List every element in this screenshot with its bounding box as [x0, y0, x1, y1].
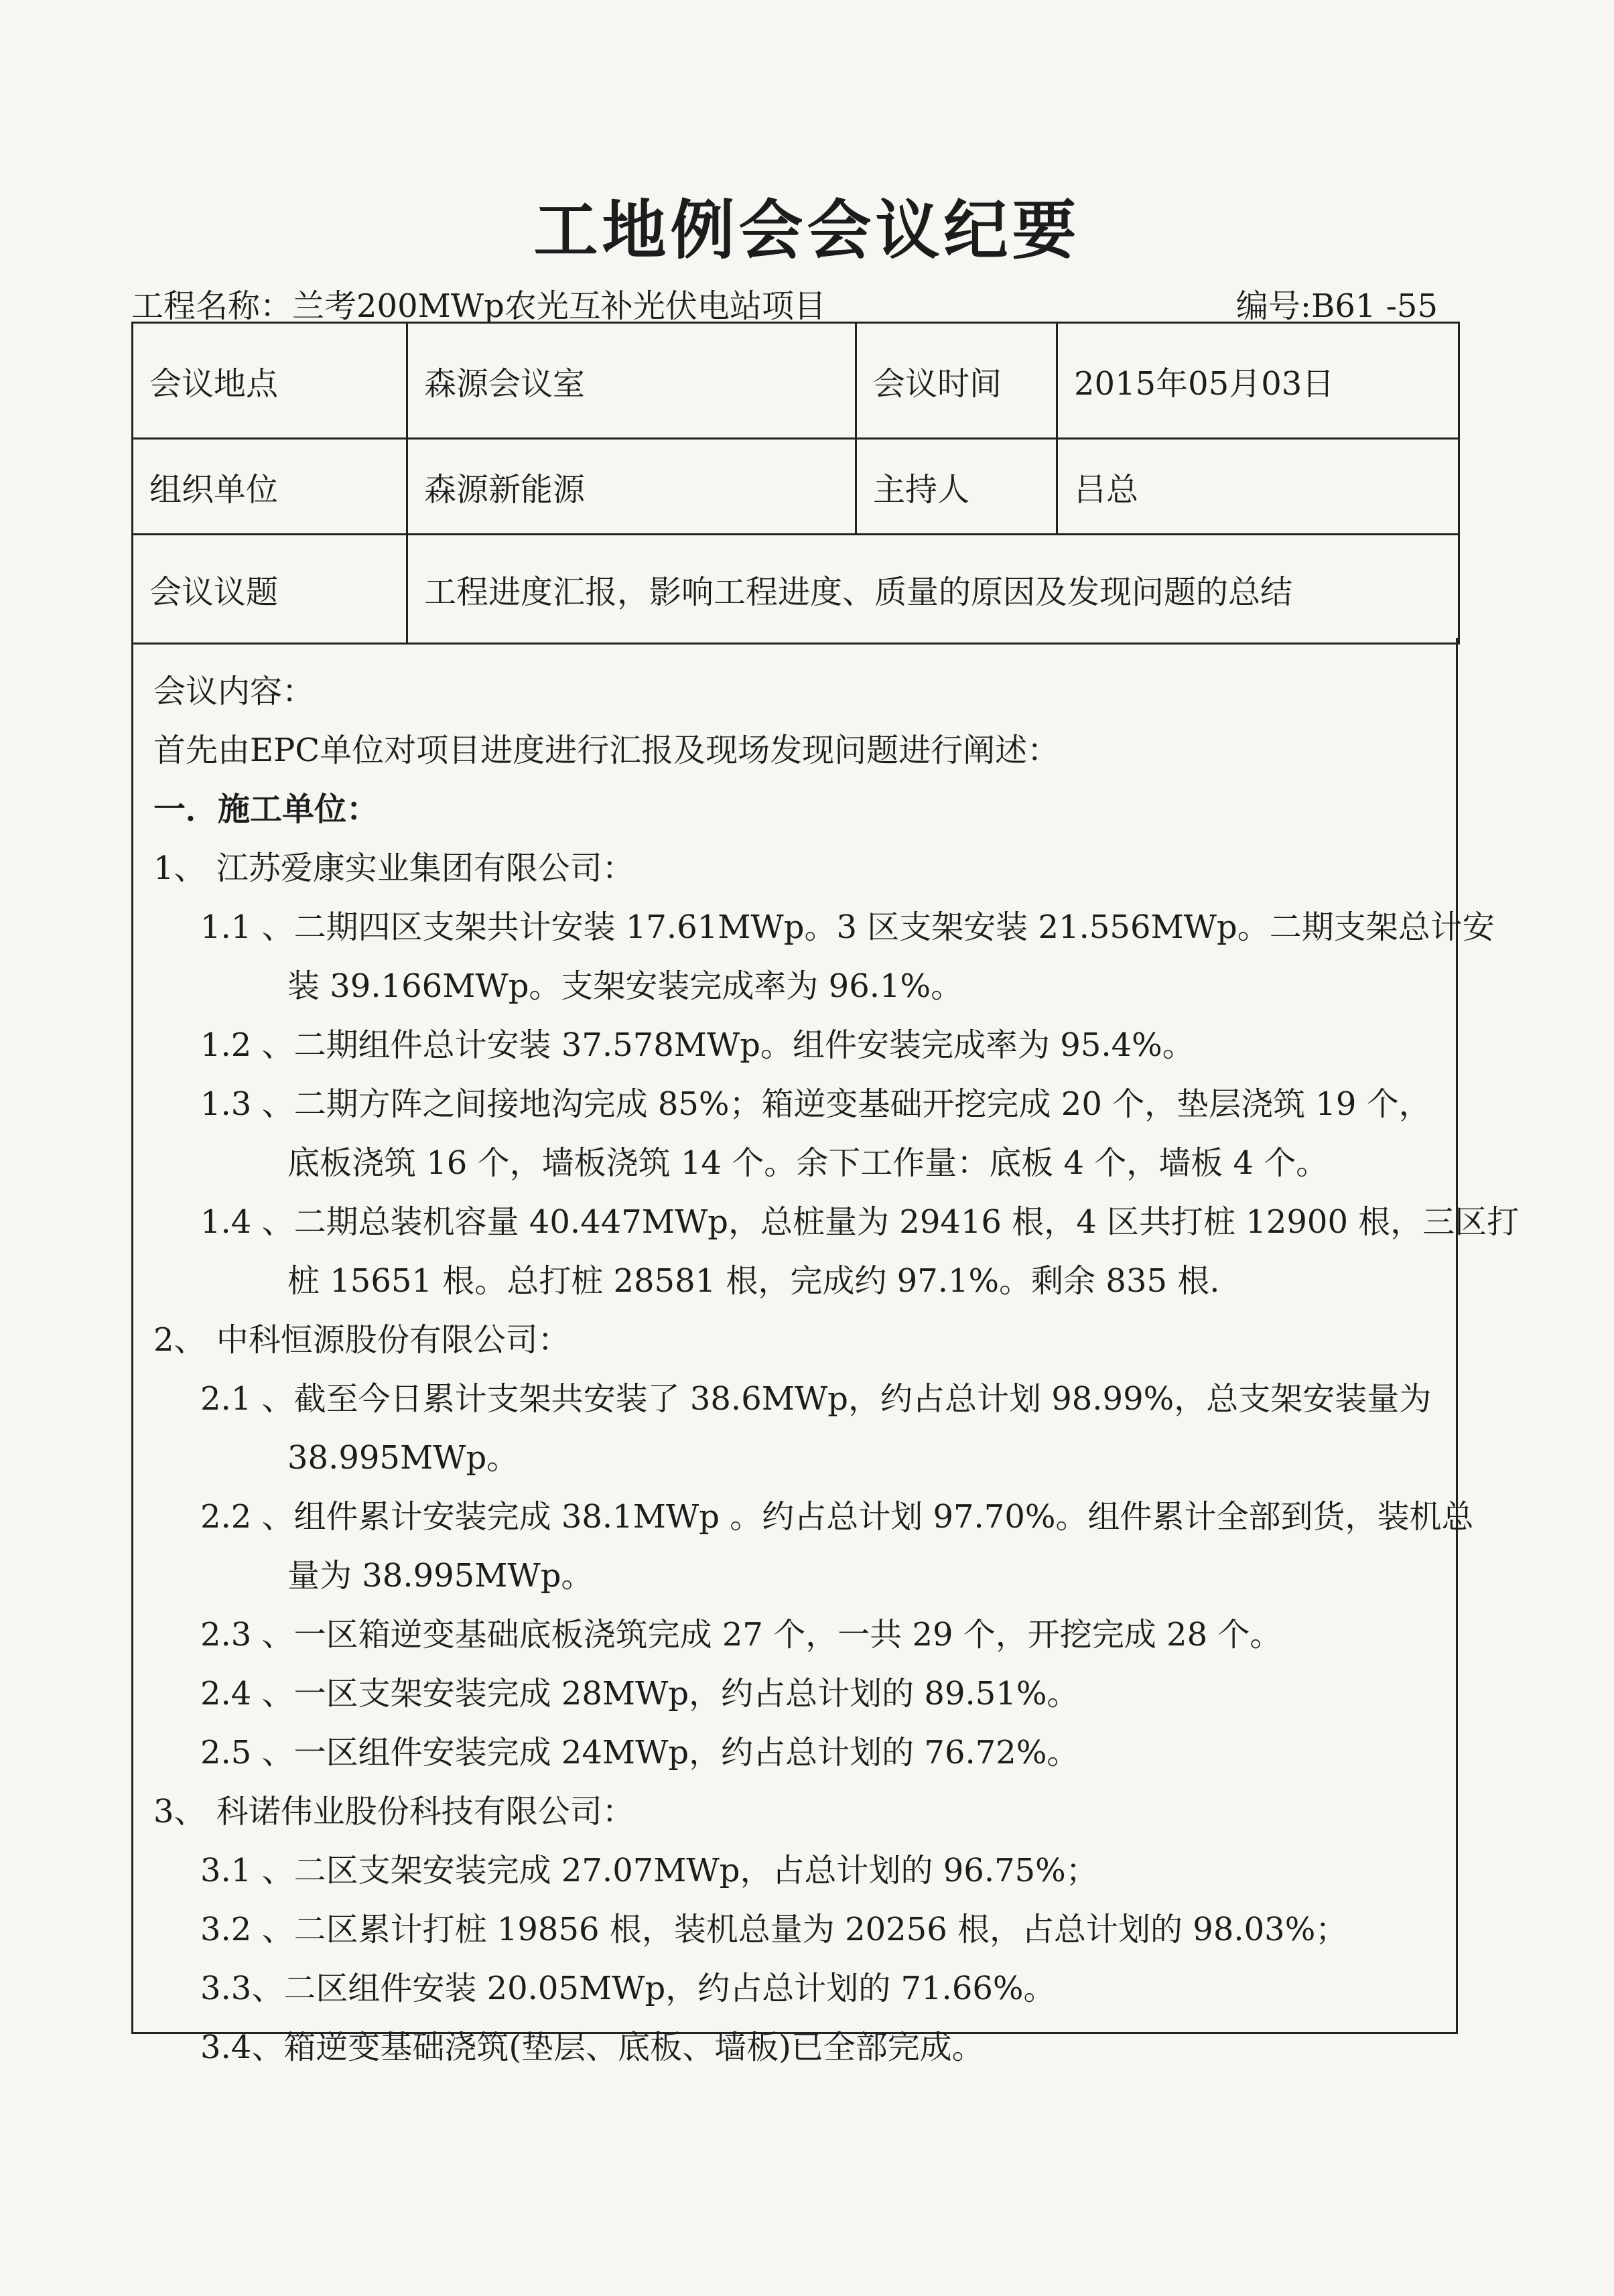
project-name: 工程名称：兰考200MWp农光互补光伏电站项目 — [131, 287, 826, 325]
company-heading: 1、 江苏爱康实业集团有限公司： — [153, 850, 634, 887]
list-item: 2.2 、组件累计安装完成 38.1MWp 。约占总计划 97.70%。组件累计全部到货，装机总 — [200, 1498, 1474, 1536]
list-item: 2.5 、一区组件安装完成 24MWp，约占总计划的 76.72%。 — [200, 1734, 1079, 1771]
list-item: 2.4 、一区支架安装完成 28MWp，约占总计划的 89.51%。 — [200, 1675, 1079, 1712]
host-value: 吕总 — [1057, 439, 1459, 535]
list-item: 1.1 、二期四区支架共计安装 17.61MWp。3 区支架安装 21.556MWp。二期支架总计安 — [200, 908, 1495, 946]
company-heading: 3、 科诺伟业股份科技有限公司： — [153, 1793, 634, 1830]
time-value: 2015年05月03日 — [1057, 323, 1459, 439]
org-value: 森源新能源 — [407, 439, 856, 535]
content-heading: 会议内容： — [153, 673, 315, 710]
project-header — [131, 280, 1438, 326]
table-row — [133, 323, 1459, 439]
list-item: 3.1 、二区支架安装完成 27.07MWp，占总计划的 96.75%； — [200, 1852, 1098, 1889]
location-value: 森源会议室 — [407, 323, 856, 439]
page-title: 工地例会会议纪要 — [533, 193, 1081, 268]
list-item: 2.3 、一区箱逆变基础底板浇筑完成 27 个，一共 29 个，开挖完成 28 个。 — [200, 1616, 1282, 1653]
topic-value: 工程进度汇报，影响工程进度、质量的原因及发现问题的总结 — [407, 535, 1459, 644]
section-heading: 一．施工单位： — [153, 791, 379, 828]
list-item: 1.4 、二期总装机容量 40.447MWp，总桩量为 29416 根，4 区共打桩 12900 根，三区打 — [200, 1203, 1520, 1241]
list-item-continuation: 量为 38.995MWp。 — [287, 1557, 594, 1595]
content-intro: 首先由EPC单位对项目进度进行汇报及现场发现问题进行阐述： — [153, 732, 1060, 769]
list-item: 3.2 、二区累计打桩 19856 根，装机总量为 20256 根，占总计划的 98.03%； — [200, 1911, 1348, 1948]
host-label: 主持人 — [856, 439, 1057, 535]
document-number: 编号:B61 -55 — [1235, 287, 1438, 325]
table-row — [133, 439, 1459, 535]
location-label: 会议地点 — [133, 323, 407, 439]
list-item: 1.3 、二期方阵之间接地沟完成 85%；箱逆变基础开挖完成 20 个，垫层浇筑 19 个， — [200, 1085, 1431, 1123]
list-item-continuation: 38.995MWp。 — [287, 1439, 519, 1477]
list-item-continuation: 桩 15651 根。总打桩 28581 根，完成约 97.1%。剩余 835 根. — [287, 1262, 1220, 1300]
list-item: 3.4、箱逆变基础浇筑(垫层、底板、墙板)已全部完成。 — [200, 2029, 984, 2066]
meeting-content — [131, 638, 1520, 2066]
list-item: 2.1 、截至今日累计支架共安装了 38.6MWp，约占总计划 98.99%，总支架安装量为 — [200, 1380, 1432, 1418]
table-row — [133, 535, 1459, 644]
list-item-continuation: 底板浇筑 16 个，墙板浇筑 14 个。余下工作量：底板 4 个，墙板 4 个。 — [287, 1144, 1329, 1182]
topic-label: 会议议题 — [133, 535, 407, 644]
meeting-info-table — [131, 322, 1460, 645]
org-label: 组织单位 — [133, 439, 407, 535]
list-item-continuation: 装 39.166MWp。支架安装完成率为 96.1%。 — [287, 967, 963, 1005]
list-item: 1.2 、二期组件总计安装 37.578MWp。组件安装完成率为 95.4%。 — [200, 1026, 1195, 1064]
time-label: 会议时间 — [856, 323, 1057, 439]
list-item: 3.3、二区组件安装 20.05MWp，约占总计划的 71.66%。 — [200, 1970, 1056, 2007]
company-heading: 2、 中科恒源股份有限公司： — [153, 1321, 570, 1359]
